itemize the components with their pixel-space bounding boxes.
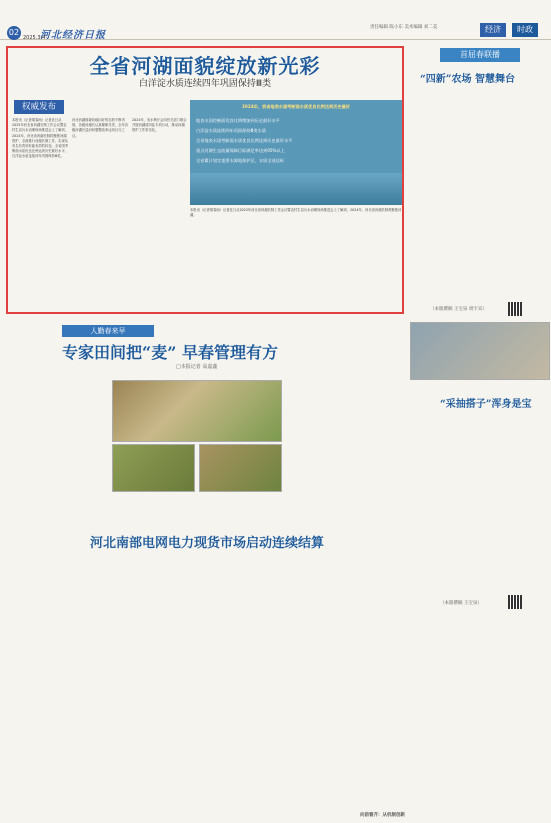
wheat-field-photo-2 (112, 444, 195, 492)
infographic-line: 重点河湖生态流量保障目标满足率达到95%以上 (196, 148, 285, 153)
main-subheadline: 白洋淀水质连续四年巩固保持Ⅲ类 (138, 79, 272, 89)
qr-code-icon (508, 595, 522, 609)
infographic-title: 2024年，我省地表水国考断面水质优良比例达到历史最好 (242, 104, 350, 109)
wheat-field-photo-3 (199, 444, 282, 492)
editors-line: 责任编辑 陈小东 美术编辑 刘二美 (370, 25, 438, 30)
qr-code-icon (508, 302, 522, 316)
section-label-economy: 经济 (480, 23, 506, 37)
page-number: 02 (7, 26, 21, 40)
issue-date: 2025.3.4 (23, 35, 46, 41)
main-body-col3: 2024年，省水利厅会同有关部门联合开展河湖清四乱专项行动，推动河湖管护工作常态化。 (132, 118, 187, 133)
right-story1-meta: （本版撰稿 王宝泉 周宇宾） (430, 307, 487, 312)
right-story2-meta: （本版撰稿 王宝泉） (440, 601, 482, 606)
infographic-line: 地表水国控断面优良比例增加到历史最好水平 (196, 118, 280, 123)
farm-headline: 专家田间把“麦” 早春管理有方 (62, 343, 278, 362)
footer-note: 向前看齐：从机制创新 (360, 813, 405, 818)
infographic-line: 全省累计划定重要水源地保护区，水质全部达标 (196, 158, 284, 163)
greenhouse-photo (410, 322, 550, 380)
power-headline: 河北南部电网电力现货市场启动连续结算 (90, 536, 325, 551)
water-quality-infographic (190, 100, 402, 205)
main-body-col2: 河北河湖面貌向稳向好的态势不断巩固，各级河湖长认真履职尽责，全年各级河湖长巡河问题整改率达到百分之百。 (72, 118, 129, 138)
infographic-water-illustration (190, 173, 402, 205)
main-body-col1: 本报讯（记者胡春雨）记者近日从2025年河北省河湖长制工作会议暨农村生活污水治理现场推进会上了解到，2024年，河北省河湖长制将聚焦河湖管护，全面推行河湖长制工作，实现从有名有责到有能有效的转变。全省国考断面水质优良比例达到历史最好水平，白洋淀水质连续四年巩固保持Ⅲ类。 (12, 118, 69, 159)
main-body-bottom: 本报讯（记者胡春雨）记者近日从2025年河北省河湖长制工作会议暨农村生活污水治理现场推进会上了解到，2024年，河北省河湖长制将聚焦河湖， (190, 208, 402, 218)
infographic-line: 全省地表水国考断面水质优良比例达到历史最好水平 (196, 138, 293, 143)
column-tag: 权威发布 (14, 100, 64, 114)
farm-byline: □本报记者 高嘉鑫 (176, 364, 218, 370)
right-column-badge: 首屈春联播 (440, 48, 520, 62)
right-story1-title: “四新”农场 智慧舞台 (420, 74, 515, 85)
right-story2-title: “采抽搭子”浑身是宝 (440, 399, 532, 410)
wheat-field-photo-1 (112, 380, 282, 442)
main-headline: 全省河湖面貌绽放新光彩 (89, 54, 321, 78)
page-header (0, 0, 551, 40)
farm-banner: 人勤春来早 (62, 325, 154, 337)
section-label-current: 时政 (512, 23, 538, 37)
infographic-line: 白洋淀水质连续四年巩固保持Ⅲ类水质 (196, 128, 266, 133)
paper-name: 河北经济日报 (40, 30, 106, 41)
